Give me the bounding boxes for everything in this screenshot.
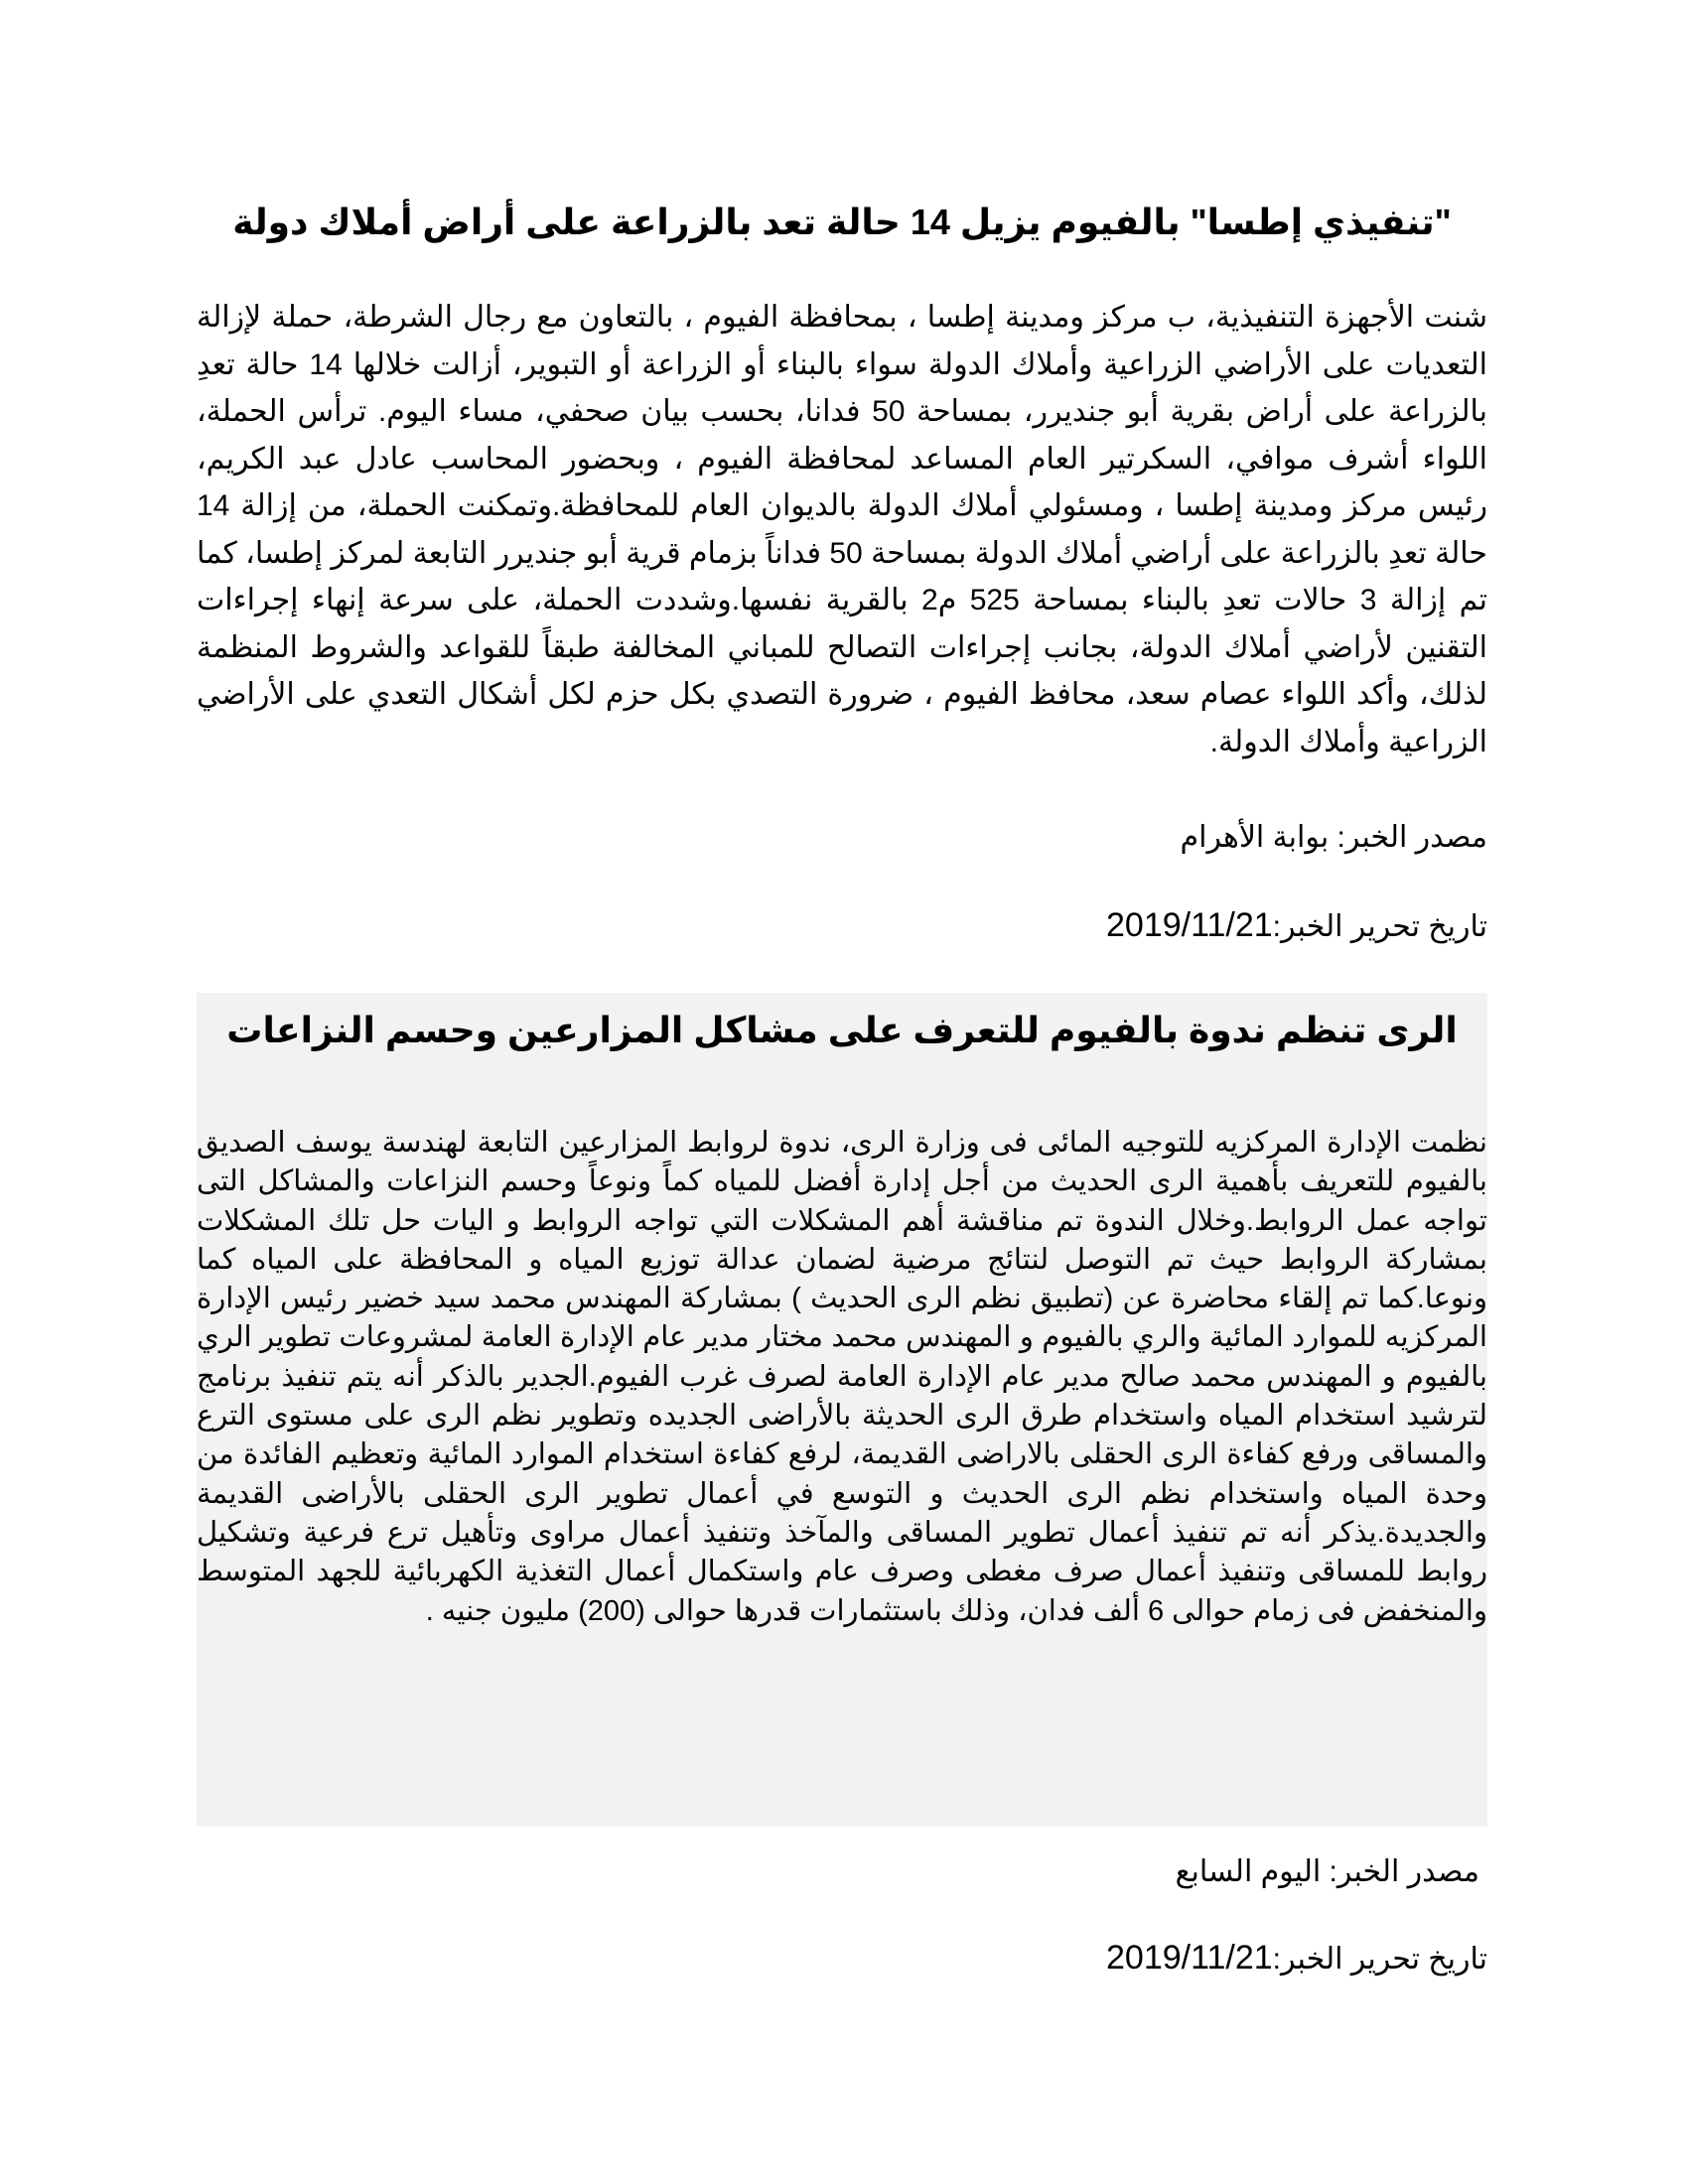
article1-source-label: مصدر الخبر: [1329, 821, 1487, 854]
article1-date-value: 2019/11/21 [1106, 906, 1273, 944]
article1-body: شنت الأجهزة التنفيذية، ب مركز ومدينة إطسا ، بمحافظة الفيوم ، بالتعاون مع رجال الشرطة، حملة لإزالة التعديات على الأراضي الزراعية وأملاك الدولة سواء بالبناء أو الزراعة أو التبوير، أزالت خلالها 14 حالة تعدِ بالزراعة على أراض بقرية أبو جنديرر، بمساحة 50 فدانا، بحسب بيان صحفي، مساء اليوم. ترأس الحملة، اللواء أشرف موافي، السكرتير العام المساعد لمحافظة الفيوم ، وبحضور المحاسب عادل عبد الكريم، رئيس مركز ومدينة إطسا ، ومسئولي أملاك الدولة بالديوان العام للمحافظة.وتمكنت الحملة، من إزالة 14 حالة تعدِ بالزراعة على أراضي أملاك الدولة بمساحة 50 فداناً بزمام قرية أبو جنديرر التابعة لمركز إطسا، كما تم إزالة 3 حالات تعدِ بالبناء بمساحة 525 م2 بالقرية نفسها.وشددت الحملة، على سرعة إنهاء إجراءات التقنين لأراضي أملاك الدولة، بجانب إجراءات التصالح للمباني المخالفة طبقاً للقواعد والشروط المنظمة لذلك، وأكد اللواء عصام سعد، محافظ الفيوم ، ضرورة التصدي بكل حزم لكل أشكال التعدي على الأراضي الزراعية وأملاك الدولة. [197, 301, 1487, 758]
article2-source-value: اليوم السابع [1175, 1855, 1322, 1888]
article2-date [197, 1938, 1487, 1979]
document-page [197, 0, 1487, 2184]
article1-title: "تنفيذي إطسا" بالفيوم يزيل 14 حالة تعد بالزراعة على أراض أملاك دولة [232, 202, 1452, 242]
article1-date [197, 905, 1487, 947]
article2-title: الرى تنظم ندوة بالفيوم للتعرف على مشاكل المزارعين وحسم النزاعات [226, 1010, 1458, 1050]
article2-date-value: 2019/11/21 [1106, 1939, 1273, 1977]
article2-body: نظمت الإدارة المركزيه للتوجيه المائى فى وزارة الرى، ندوة لروابط المزارعين التابعة لهندسة يوسف الصديق بالفيوم للتعريف بأهمية الرى الحديث من أجل إدارة أفضل للمياه كماً ونوعاً وحسم النزاعات والمشاكل التى تواجه عمل الروابط.وخلال الندوة تم مناقشة أهم المشكلات التي تواجه الروابط و اليات حل تلك المشكلات بمشاركة الروابط حيث تم التوصل لنتائج مرضية لضمان عدالة توزيع المياه و المحافظة على المياه كما ونوعا.كما تم إلقاء محاضرة عن (تطبيق نظم الرى الحديث ) بمشاركة المهندس محمد سيد خضير رئيس الإدارة المركزيه للموارد المائية والري بالفيوم و المهندس محمد مختار مدير عام الإدارة العامة لمشروعات تطوير الري بالفيوم و المهندس محمد صالح مدير عام الإدارة العامة لصرف غرب الفيوم.الجدير بالذكر أنه يتم تنفيذ برنامج لترشيد استخدام المياه واستخدام طرق الرى الحديثة بالأراضى الجديده وتطوير نظم الرى على مستوى الترع والمساقى ورفع كفاءة الرى الحقلى بالاراضى القديمة، لرفع كفاءة استخدام الموارد المائية وتعظيم الفائدة من وحدة المياه واستخدام نظم الرى الحديث و التوسع في أعمال تطوير الرى الحقلى بالأراضى القديمة والجديدة.يذكر أنه تم تنفيذ أعمال تطوير المساقى والمآخذ وتنفيذ أعمال مراوى وتأهيل ترع فرعية وتشكيل روابط للمساقى وتنفيذ أعمال صرف مغطى وصرف عام واستكمال أعمال التغذية الكهربائية للجهد المتوسط والمنخفض فى زمام حوالى 6 ألف فدان، وذلك باستثمارات قدرها حوالى (200) مليون جنيه . [197, 1127, 1487, 1627]
article1-source-value: بوابة الأهرام [1180, 821, 1330, 854]
article2-source-label: مصدر الخبر: [1321, 1855, 1479, 1888]
article1-date-label: تاريخ تحرير الخبر: [1272, 910, 1487, 943]
article2-source [197, 1852, 1487, 1892]
article1-source [197, 818, 1487, 858]
article2-date-label: تاريخ تحرير الخبر: [1272, 1943, 1487, 1976]
